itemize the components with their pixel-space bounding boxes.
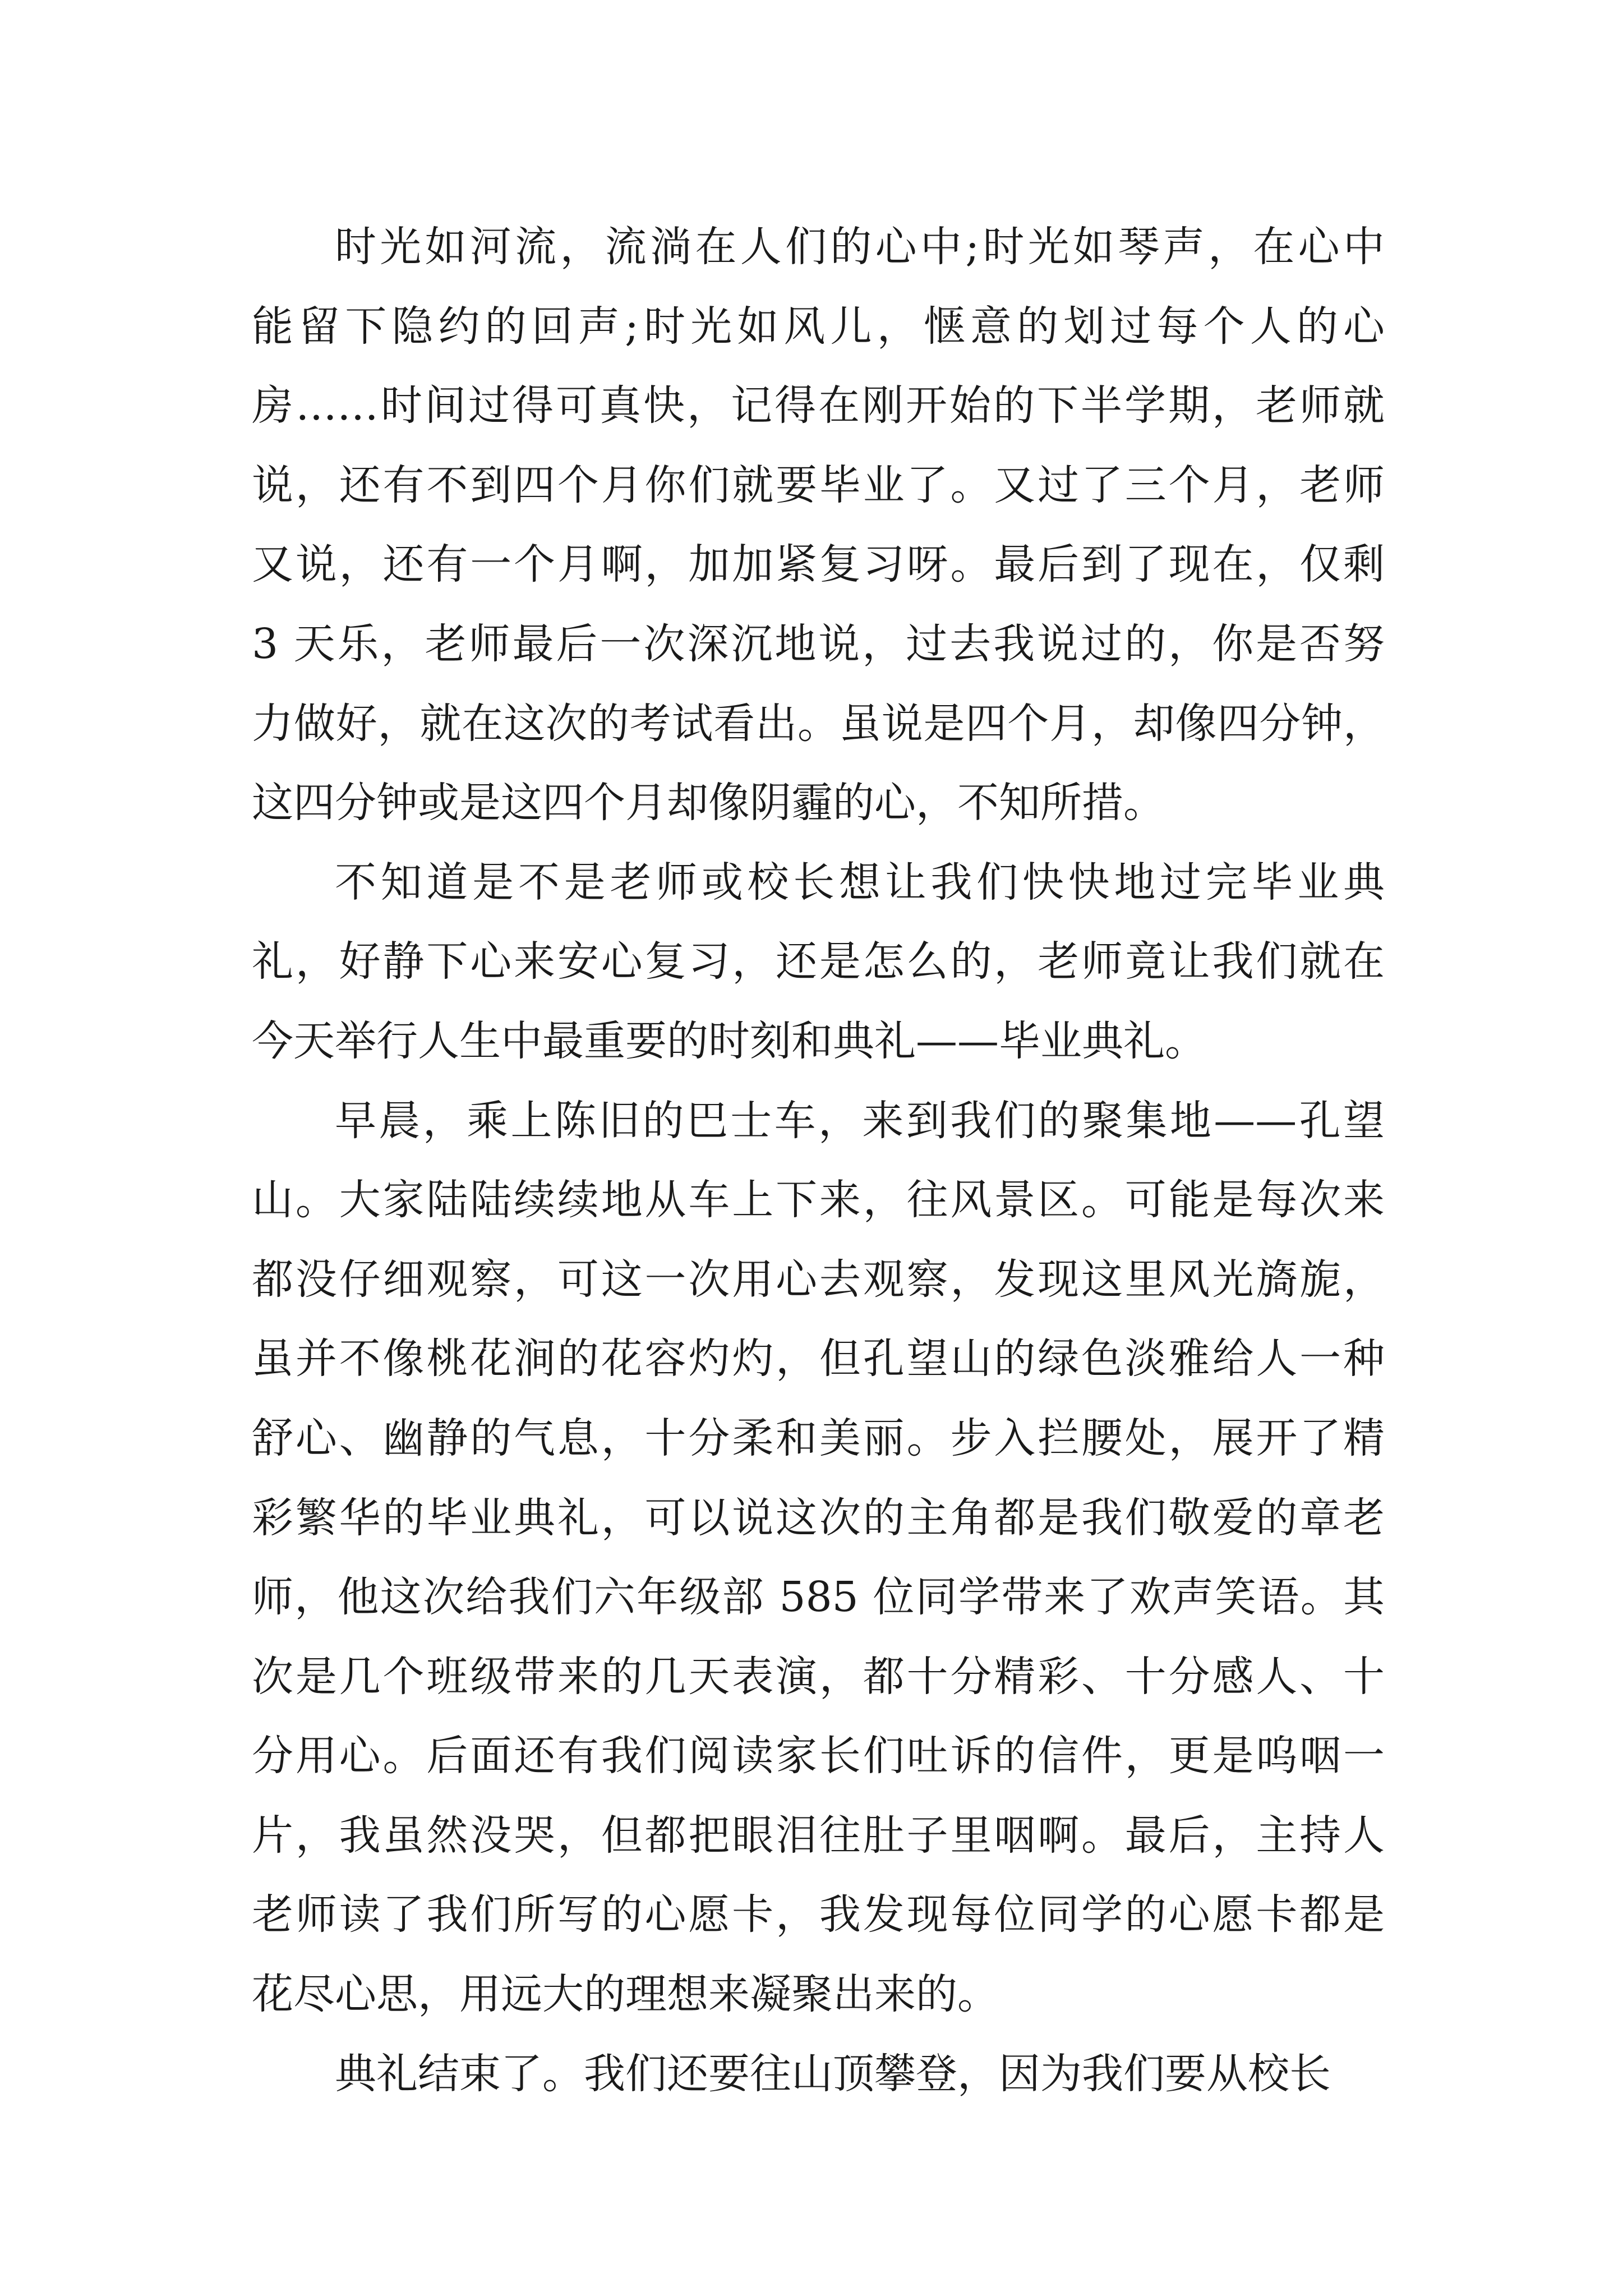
text-line: 早晨，乘上陈旧的巴士车，来到我们的聚集地——孔望 [335, 1096, 1385, 1145]
text-line: 花尽心思，用远大的理想来凝聚出来的。 [252, 1970, 999, 2019]
paragraph-1 [252, 208, 1385, 843]
text-line: 典礼结束了。我们还要往山顶攀登，因为我们要从校长 [335, 2049, 1331, 2098]
text-line: 说，还有不到四个月你们就要毕业了。又过了三个月，老师 [252, 461, 1385, 509]
text-line: 次是几个班级带来的几天表演，都十分精彩、十分感人、十 [252, 1652, 1385, 1701]
text-line: 山。大家陆陆续续地从车上下来，往风景区。可能是每次来 [252, 1176, 1385, 1225]
paragraph-3 [252, 1082, 1385, 2035]
text-line: 分用心。后面还有我们阅读家长们吐诉的信件，更是呜咽一 [252, 1732, 1385, 1780]
text-line: 力做好，就在这次的考试看出。虽说是四个月，却像四分钟， [252, 699, 1385, 748]
paragraph-4 [252, 2035, 1385, 2114]
text-line: 都没仔细观察，可这一次用心去观察，发现这里风光旖旎， [252, 1255, 1385, 1304]
text-line: 礼，好静下心来安心复习，还是怎么的，老师竟让我们就在 [252, 937, 1385, 986]
text-line: 片，我虽然没哭，但都把眼泪往肚子里咽啊。最后，主持人 [252, 1811, 1385, 1860]
text-line: 师，他这次给我们六年级部 585 位同学带来了欢声笑语。其 [252, 1573, 1385, 1622]
paragraph-2 [252, 843, 1385, 1082]
text-line: 又说，还有一个月啊，加加紧复习呀。最后到了现在，仅剩 [252, 540, 1385, 589]
text-line: 这四分钟或是这四个月却像阴霾的心，不知所措。 [252, 779, 1165, 827]
text-line: 老师读了我们所写的心愿卡，我发现每位同学的心愿卡都是 [252, 1890, 1385, 1939]
text-line: 今天举行人生中最重要的时刻和典礼——毕业典礼。 [252, 1016, 1206, 1065]
text-line: 时光如河流，流淌在人们的心中;时光如琴声，在心中 [335, 223, 1385, 271]
text-line: 舒心、幽静的气息，十分柔和美丽。步入拦腰处，展开了精 [252, 1414, 1385, 1462]
body-text [252, 208, 1385, 2114]
text-line: 3 天乐，老师最后一次深沉地说，过去我说过的，你是否努 [252, 619, 1385, 668]
text-line: 不知道是不是老师或校长想让我们快快地过完毕业典 [335, 858, 1385, 907]
text-line: 能留下隐约的回声;时光如风儿，惬意的划过每个人的心 [252, 302, 1385, 351]
text-line: 彩繁华的毕业典礼，可以说这次的主角都是我们敬爱的章老 [252, 1493, 1385, 1542]
text-line: 房……时间过得可真快，记得在刚开始的下半学期，老师就 [252, 381, 1385, 430]
text-line: 虽并不像桃花涧的花容灼灼，但孔望山的绿色淡雅给人一种 [252, 1335, 1385, 1383]
